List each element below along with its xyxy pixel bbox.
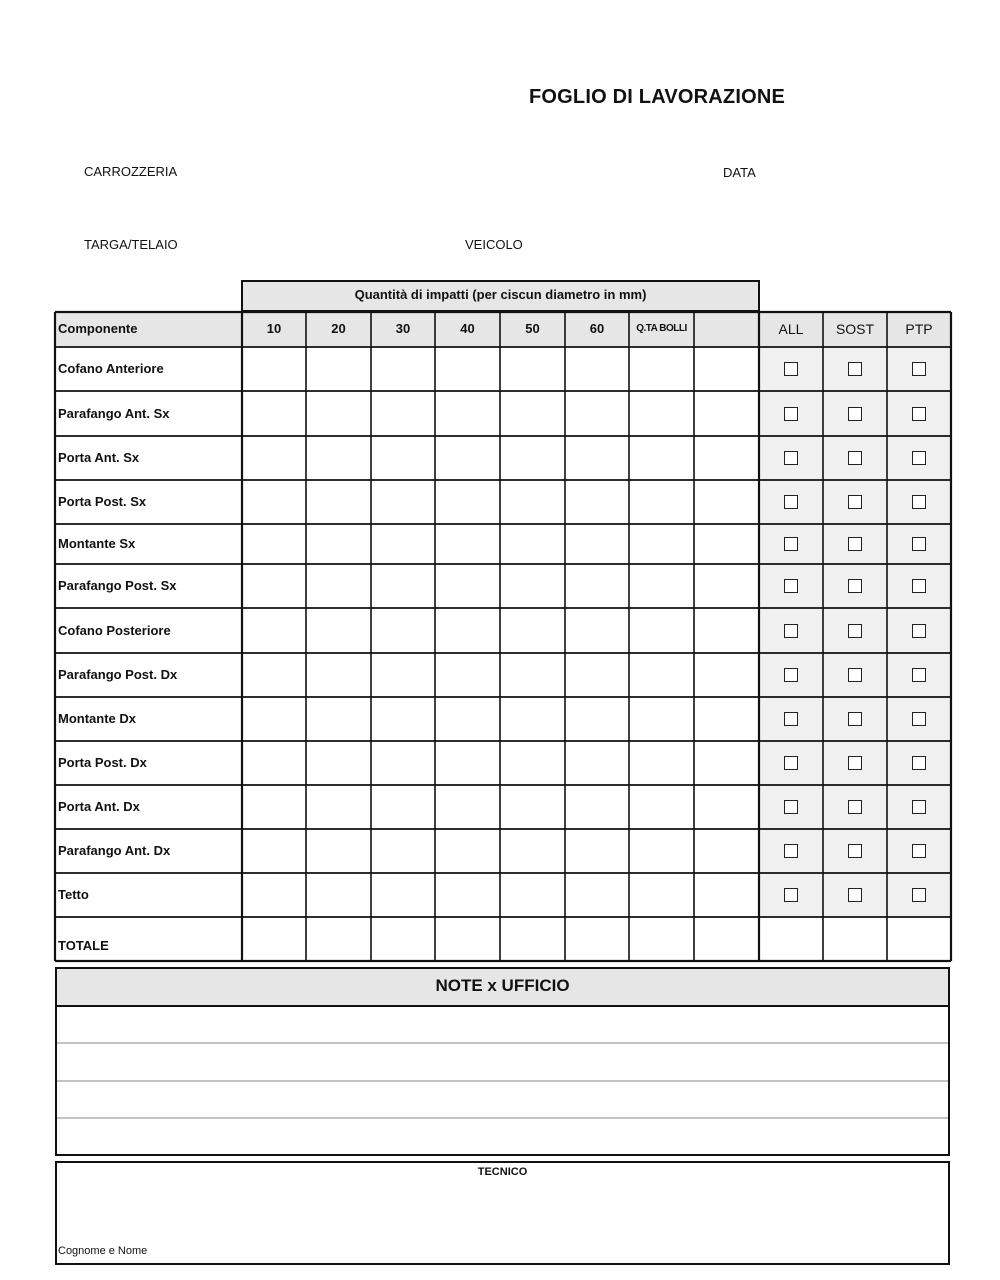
notes-title: NOTE x UFFICIO (435, 976, 570, 995)
component-label: Porta Post. Dx (58, 755, 147, 770)
component-label: Parafango Ant. Sx (58, 405, 170, 421)
vehicle-label: VEICOLO (465, 237, 523, 252)
ptp-checkbox[interactable] (912, 537, 926, 551)
sost-checkbox[interactable] (848, 712, 862, 726)
sost-checkbox[interactable] (848, 362, 862, 376)
component-label: Cofano Anteriore (58, 361, 164, 376)
sost-checkbox[interactable] (848, 451, 862, 465)
sost-checkbox[interactable] (848, 800, 862, 814)
ptp-checkbox[interactable] (912, 451, 926, 465)
diameter-header: 10 (266, 321, 282, 336)
all-checkbox[interactable] (784, 537, 798, 551)
sost-checkbox[interactable] (848, 668, 862, 682)
all-checkbox[interactable] (784, 579, 798, 593)
diameter-header: 30 (395, 321, 411, 336)
sost-checkbox[interactable] (848, 579, 862, 593)
component-header: Componente (58, 321, 138, 336)
all-checkbox[interactable] (784, 756, 798, 770)
sost-checkbox[interactable] (848, 495, 862, 509)
ptp-checkbox[interactable] (912, 800, 926, 814)
component-label: Parafango Post. Sx (58, 578, 177, 593)
all-checkbox[interactable] (784, 888, 798, 902)
action-header: ALL (778, 321, 804, 337)
all-checkbox[interactable] (784, 624, 798, 638)
action-header: SOST (835, 321, 875, 337)
ptp-checkbox[interactable] (912, 844, 926, 858)
all-checkbox[interactable] (784, 495, 798, 509)
all-checkbox[interactable] (784, 451, 798, 465)
action-header: PTP (905, 321, 933, 337)
sost-checkbox[interactable] (848, 756, 862, 770)
technician-title: TECNICO (477, 1166, 528, 1178)
plate-label: TARGA/TELAIO (84, 237, 178, 252)
technician-name-label: Cognome e Nome (58, 1245, 148, 1257)
ptp-checkbox[interactable] (912, 579, 926, 593)
group-header-label: Quantità di impatti (per ciscun diametro in mm) (354, 287, 647, 302)
all-checkbox[interactable] (784, 800, 798, 814)
page-title: FOGLIO DI LAVORAZIONE (529, 86, 786, 108)
component-label: Montante Dx (58, 711, 136, 726)
diameter-header: 20 (331, 321, 346, 336)
ptp-checkbox[interactable] (912, 362, 926, 376)
sost-checkbox[interactable] (848, 407, 862, 421)
component-label: Montante Sx (58, 536, 136, 551)
ptp-checkbox[interactable] (912, 712, 926, 726)
ptp-checkbox[interactable] (912, 888, 926, 902)
ptp-checkbox[interactable] (912, 668, 926, 682)
component-label: Parafango Post. Dx (58, 667, 178, 682)
sost-checkbox[interactable] (848, 624, 862, 638)
all-checkbox[interactable] (784, 712, 798, 726)
all-checkbox[interactable] (784, 362, 798, 376)
ptp-checkbox[interactable] (912, 624, 926, 638)
ptp-checkbox[interactable] (912, 495, 926, 509)
diameter-header: Q.TA BOLLI (636, 323, 687, 334)
sost-checkbox[interactable] (848, 844, 862, 858)
sost-checkbox[interactable] (848, 537, 862, 551)
component-label: Porta Post. Sx (58, 494, 147, 509)
all-checkbox[interactable] (784, 407, 798, 421)
component-label: Cofano Posteriore (58, 622, 171, 638)
ptp-checkbox[interactable] (912, 756, 926, 770)
ptp-checkbox[interactable] (912, 407, 926, 421)
diameter-header: 60 (589, 321, 605, 336)
date-label: DATA (723, 165, 756, 180)
component-label: Porta Ant. Dx (58, 799, 140, 814)
component-label: Tetto (58, 887, 89, 902)
diameter-header: 50 (525, 321, 540, 336)
carrozzeria-label: CARROZZERIA (84, 164, 178, 179)
total-label: TOTALE (58, 938, 109, 953)
all-checkbox[interactable] (784, 668, 798, 682)
component-label: Parafango Ant. Dx (58, 843, 171, 858)
sost-checkbox[interactable] (848, 888, 862, 902)
diameter-header: 40 (460, 321, 475, 336)
component-label: Porta Ant. Sx (58, 450, 140, 465)
all-checkbox[interactable] (784, 844, 798, 858)
